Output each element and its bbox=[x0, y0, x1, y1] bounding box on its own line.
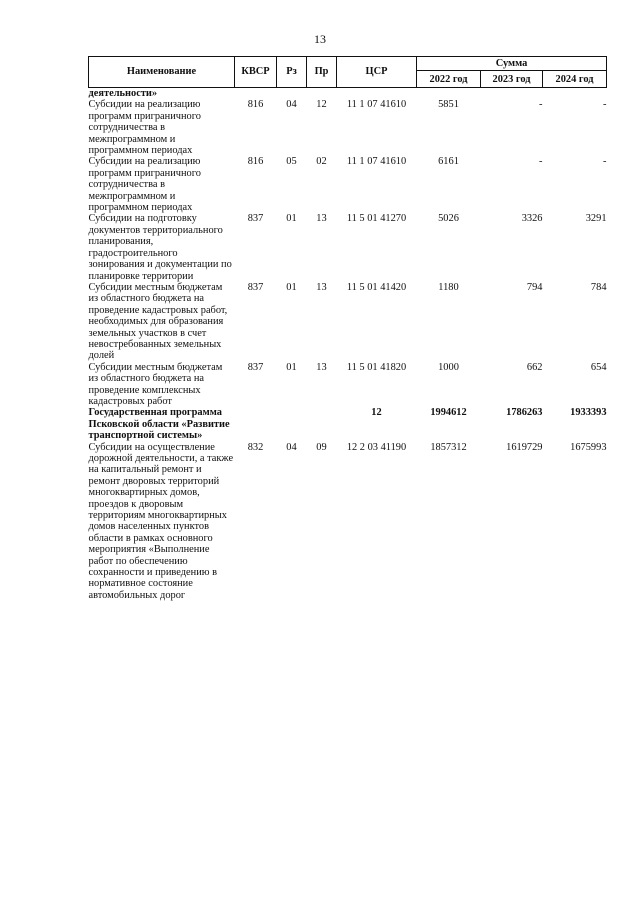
table-row bbox=[89, 213, 607, 281]
row-name: Субсидии на реализацию программ приграничного сотрудничества в межпрограммном и программном периодах bbox=[88, 156, 201, 214]
row-2022: 5026 bbox=[438, 213, 459, 225]
table-row bbox=[89, 88, 607, 100]
row-2023: 662 bbox=[526, 361, 543, 373]
row-rz: 01 bbox=[286, 281, 297, 293]
row-csr: 12 bbox=[371, 407, 382, 419]
row-csr: 12 2 03 41190 bbox=[346, 441, 407, 453]
row-2022: 5851 bbox=[438, 99, 459, 111]
row-name: деятельности» bbox=[88, 88, 158, 99]
row-2024: 654 bbox=[590, 361, 607, 373]
row-2022 bbox=[417, 88, 481, 100]
row-kvsr: 816 bbox=[247, 99, 264, 111]
table-row bbox=[89, 442, 607, 602]
header-rz: Рз bbox=[277, 57, 307, 88]
row-2023: - bbox=[539, 156, 543, 168]
table-row bbox=[89, 407, 607, 441]
row-csr: 11 5 01 41270 bbox=[346, 213, 407, 225]
row-csr: 11 1 07 41610 bbox=[346, 156, 407, 168]
row-pr bbox=[307, 407, 337, 441]
row-rz: 04 bbox=[286, 99, 297, 111]
row-2023: 794 bbox=[526, 281, 543, 293]
header-csr: ЦСР bbox=[337, 57, 417, 88]
row-rz bbox=[277, 407, 307, 441]
row-2022: 6161 bbox=[438, 156, 459, 168]
row-kvsr: 837 bbox=[247, 213, 264, 225]
row-2022: 1994612 bbox=[430, 407, 467, 419]
table-row bbox=[89, 156, 607, 213]
row-2023: 1619729 bbox=[506, 441, 543, 453]
row-kvsr: 837 bbox=[247, 361, 264, 373]
row-name: Государственная программа Псковской области «Развитие транспортной системы» bbox=[88, 407, 230, 442]
row-pr: 13 bbox=[316, 281, 327, 293]
row-2024: 1933393 bbox=[570, 407, 607, 419]
row-2022: 1180 bbox=[438, 281, 459, 293]
header-name: Наименование bbox=[89, 57, 235, 88]
row-2024: - bbox=[603, 156, 607, 168]
row-kvsr bbox=[235, 88, 277, 100]
row-name: Субсидии на реализацию программ приграничного сотрудничества в межпрограммном и программном периодах bbox=[88, 99, 201, 157]
header-pr: Пр bbox=[307, 57, 337, 88]
header-year-2023: 2023 год bbox=[481, 71, 543, 88]
row-csr bbox=[337, 88, 417, 100]
row-pr: 09 bbox=[316, 441, 327, 453]
row-2022: 1857312 bbox=[430, 441, 467, 453]
row-rz: 05 bbox=[286, 156, 297, 168]
row-csr: 11 5 01 41820 bbox=[346, 361, 407, 373]
row-2024 bbox=[543, 88, 607, 100]
row-2023 bbox=[481, 88, 543, 100]
table-row bbox=[89, 282, 607, 362]
row-csr: 11 5 01 41420 bbox=[346, 281, 407, 293]
row-2023: 1786263 bbox=[506, 407, 543, 419]
row-2023: - bbox=[539, 99, 543, 111]
row-2024: - bbox=[603, 99, 607, 111]
row-2024: 3291 bbox=[585, 213, 607, 225]
budget-table bbox=[88, 56, 607, 601]
row-name: Субсидии на подготовку документов территориального планирования, градостроительного зонирования и документации по планировке территории bbox=[88, 213, 232, 282]
page-number: 13 bbox=[314, 32, 326, 46]
row-name: Субсидии на осуществление дорожной деятельности, а также на капитальный ремонт и ремонт дворовых территорий многоквартирных домов, проездов к дворовым территориям многоквартирных домов населенных пунктов области в рамках основного мероприятия «Выполнение работ по обеспечению сохранности и приведению в нормативное состояние автомобильных дорог bbox=[88, 441, 234, 601]
row-rz: 01 bbox=[286, 213, 297, 225]
row-2023: 3326 bbox=[521, 213, 543, 225]
header-kvsr: КВСР bbox=[235, 57, 277, 88]
row-csr: 11 1 07 41610 bbox=[346, 99, 407, 111]
row-kvsr bbox=[235, 407, 277, 441]
row-kvsr: 832 bbox=[247, 441, 264, 453]
header-year-2022: 2022 год bbox=[417, 71, 481, 88]
table-body bbox=[89, 88, 607, 602]
row-rz: 01 bbox=[286, 361, 297, 373]
row-pr: 13 bbox=[316, 361, 327, 373]
row-pr: 12 bbox=[316, 99, 327, 111]
table-row bbox=[89, 362, 607, 408]
header-year-2024: 2024 год bbox=[543, 71, 607, 88]
row-rz: 04 bbox=[286, 441, 297, 453]
row-pr: 02 bbox=[316, 156, 327, 168]
row-pr: 13 bbox=[316, 213, 327, 225]
row-pr bbox=[307, 88, 337, 100]
row-2022: 1000 bbox=[438, 361, 459, 373]
row-2024: 1675993 bbox=[570, 441, 607, 453]
row-name: Субсидии местным бюджетам из областного бюджета на проведение комплексных кадастровых работ bbox=[88, 361, 223, 407]
row-kvsr: 837 bbox=[247, 281, 264, 293]
row-2024: 784 bbox=[590, 281, 607, 293]
table-row bbox=[89, 99, 607, 156]
row-name: Субсидии местным бюджетам из областного бюджета на проведение кадастровых работ, необходимых для образования земельных участков в счет невостребованных земельных долей bbox=[88, 281, 228, 362]
row-rz bbox=[277, 88, 307, 100]
header-sum: Сумма bbox=[417, 57, 607, 71]
row-kvsr: 816 bbox=[247, 156, 264, 168]
